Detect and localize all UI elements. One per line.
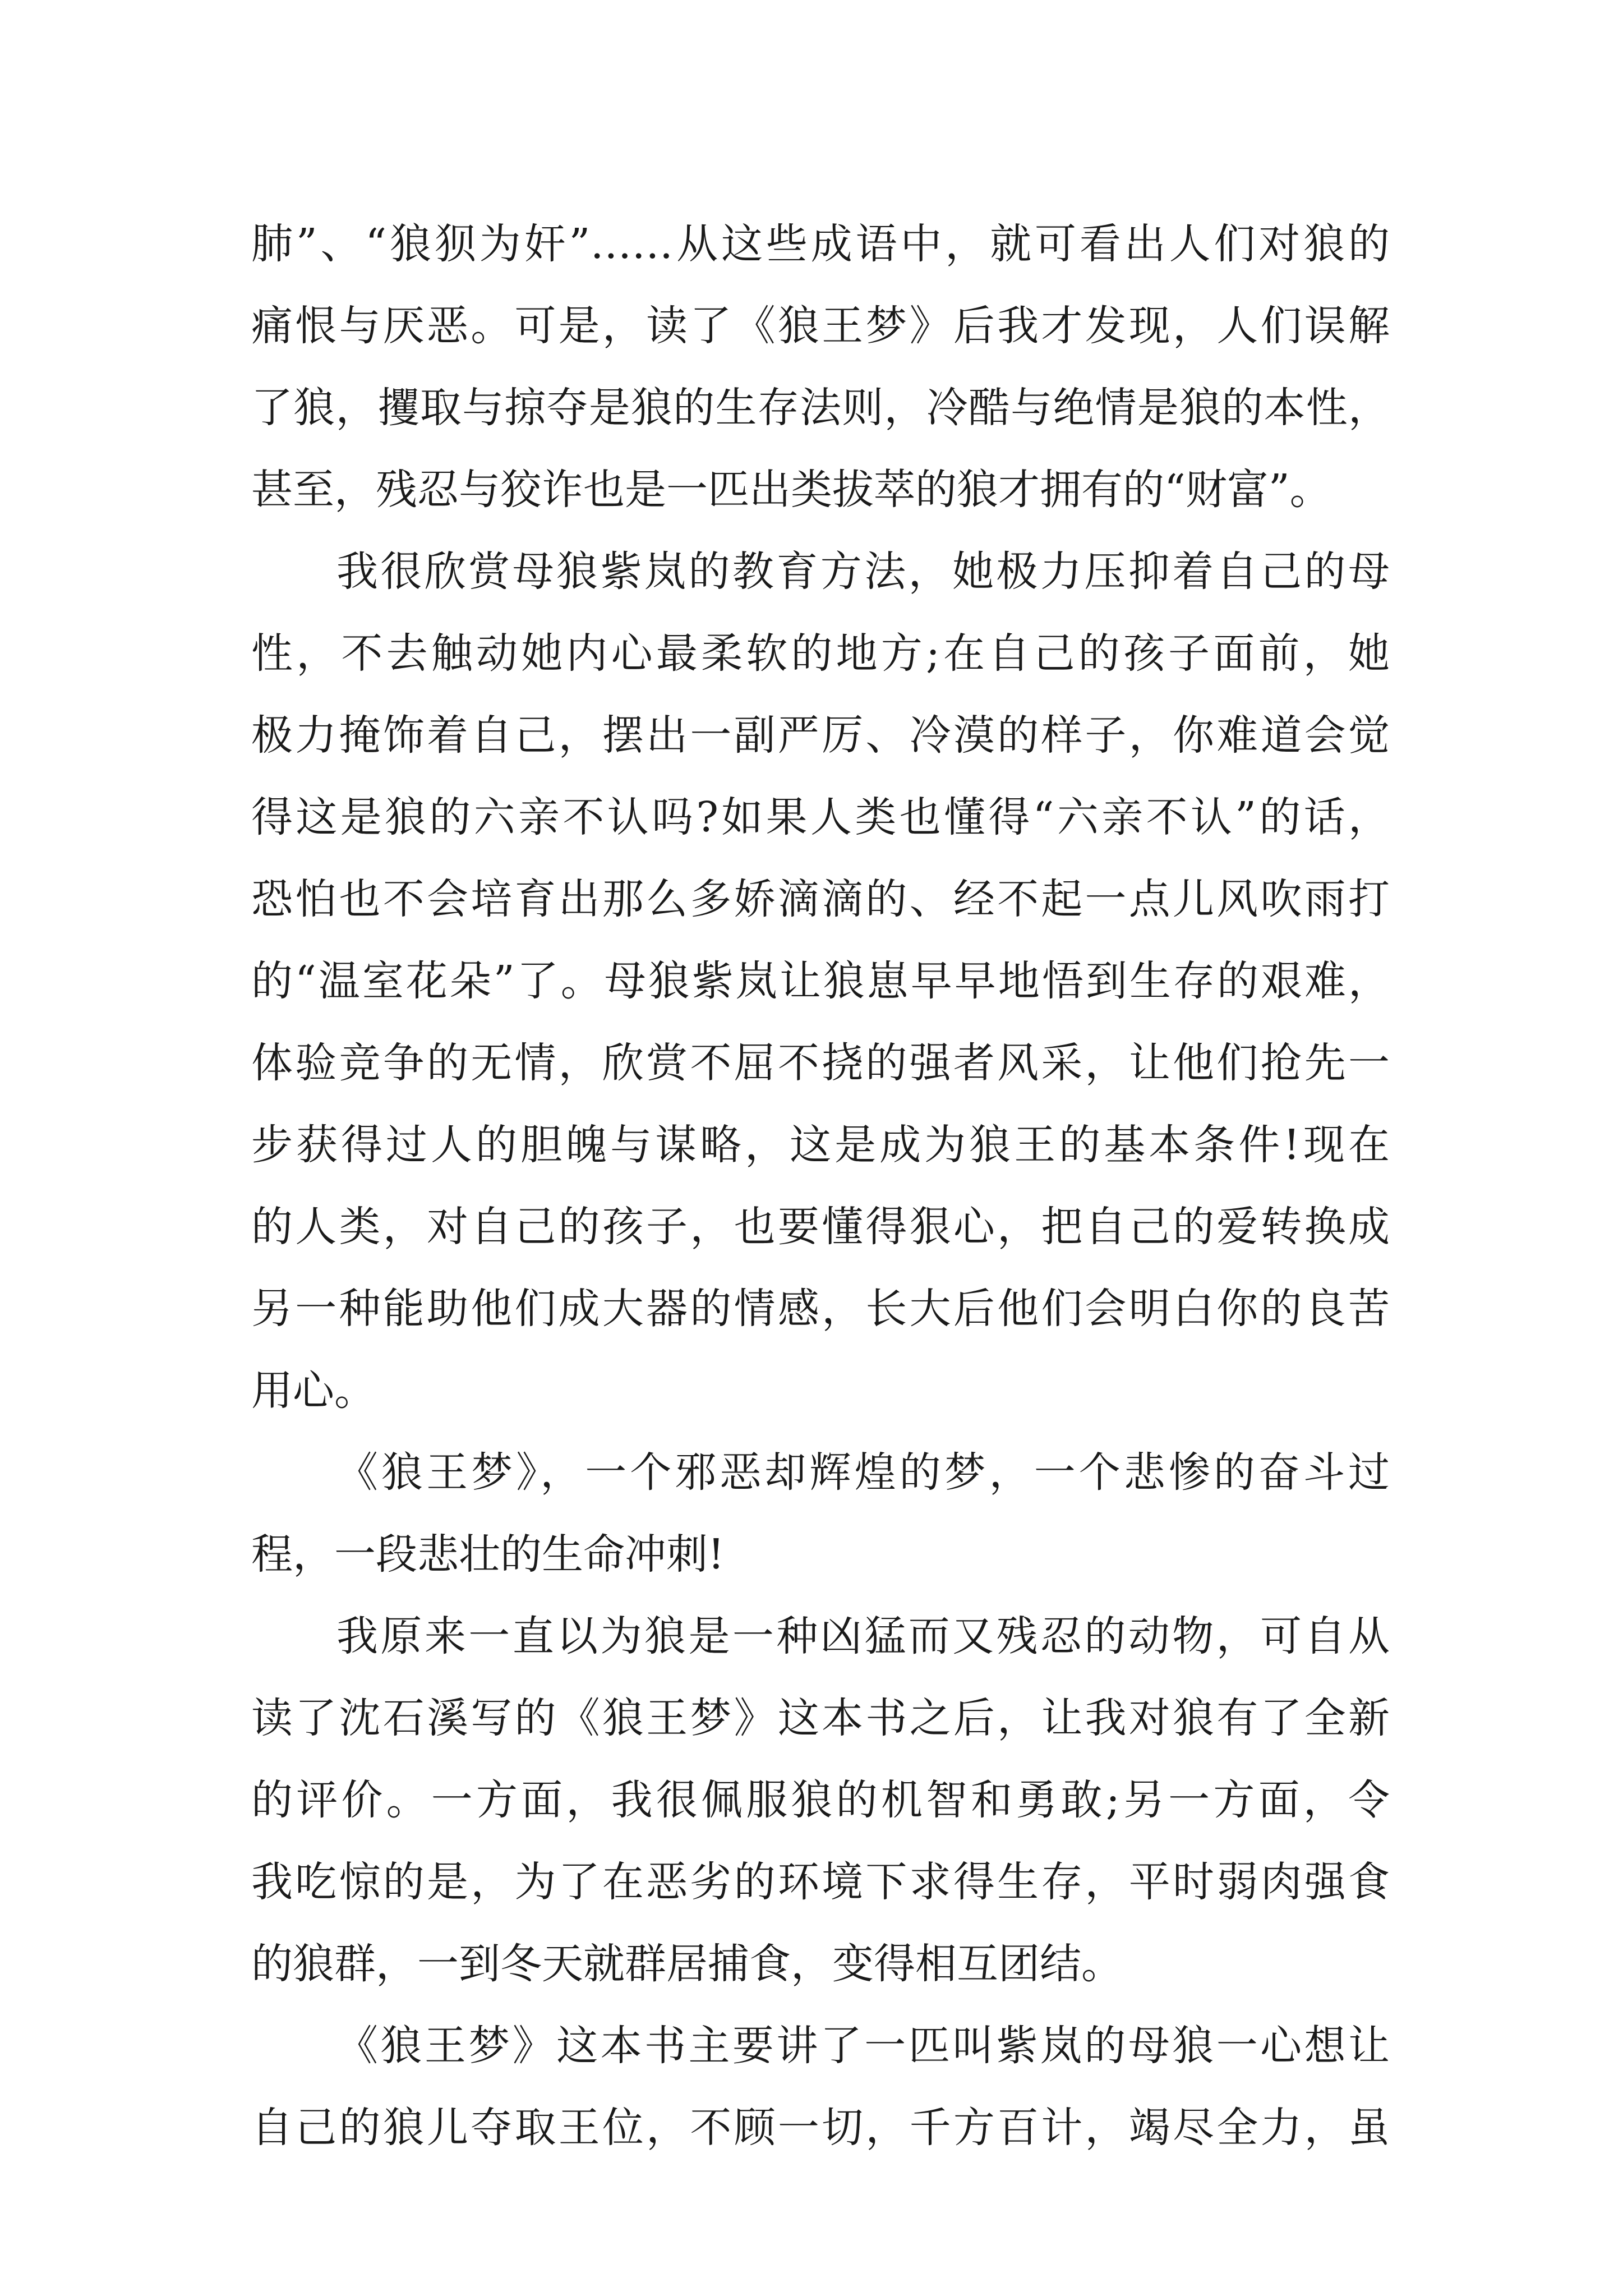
text-line: 的评价。一方面，我很佩服狼的机智和勇敢;另一方面，令: [251, 1776, 1390, 1824]
paragraph-5: [251, 2005, 1390, 2169]
text-line: 我很欣赏母狼紫岚的教育方法，她极力压抑着自己的母: [336, 547, 1390, 596]
text-line: 的“温室花朵”了。母狼紫岚让狼崽早早地悟到生存的艰难，: [251, 957, 1390, 1005]
paragraph-2: [251, 531, 1390, 1432]
text-line: 《狼王梦》这本书主要讲了一匹叫紫岚的母狼一心想让: [336, 2022, 1390, 2070]
text-line: 得这是狼的六亲不认吗?如果人类也懂得“六亲不认”的话，: [251, 793, 1390, 841]
text-line: 程，一段悲壮的生命冲刺!: [251, 1530, 725, 1579]
text-line: 了狼，攫取与掠夺是狼的生存法则，冷酷与绝情是狼的本性，: [251, 384, 1390, 432]
text-line: 《狼王梦》，一个邪恶却辉煌的梦，一个悲惨的奋斗过: [336, 1448, 1390, 1497]
text-line: 肺”、“狼狈为奸”……从这些成语中，就可看出人们对狼的: [251, 220, 1390, 268]
text-line: 用心。: [251, 1366, 376, 1415]
text-line: 步获得过人的胆魄与谋略，这是成为狼王的基本条件!现在: [251, 1121, 1390, 1169]
body-text: [251, 203, 1390, 2169]
text-line: 自己的狼儿夺取王位，不顾一切，千方百计，竭尽全力，虽: [251, 2104, 1390, 2152]
text-line: 的人类，对自己的孩子，也要懂得狠心，把自己的爱转换成: [251, 1203, 1390, 1251]
paragraph-1: [251, 203, 1390, 531]
paragraph-4: [251, 1595, 1390, 2005]
text-line: 体验竞争的无情，欣赏不屈不挠的强者风采，让他们抢先一: [251, 1039, 1390, 1087]
text-line: 的狼群，一到冬天就群居捕食，变得相互团结。: [251, 1940, 1123, 1988]
text-line: 极力掩饰着自己，摆出一副严厉、冷漠的样子，你难道会觉: [251, 711, 1390, 760]
text-line: 我原来一直以为狼是一种凶猛而又残忍的动物，可自从: [336, 1612, 1390, 1660]
text-line: 性，不去触动她内心最柔软的地方;在自己的孩子面前，她: [251, 629, 1390, 678]
text-line: 我吃惊的是，为了在恶劣的环境下求得生存，平时弱肉强食: [251, 1858, 1390, 1906]
text-line: 痛恨与厌恶。可是，读了《狼王梦》后我才发现，人们误解: [251, 302, 1390, 350]
text-line: 另一种能助他们成大器的情感，长大后他们会明白你的良苦: [251, 1285, 1390, 1333]
paragraph-3: [251, 1432, 1390, 1595]
text-line: 恐怕也不会培育出那么多娇滴滴的、经不起一点儿风吹雨打: [251, 875, 1390, 923]
text-line: 读了沈石溪写的《狼王梦》这本书之后，让我对狼有了全新: [251, 1694, 1390, 1742]
text-line: 甚至，残忍与狡诈也是一匹出类拔萃的狼才拥有的“财富”。: [251, 466, 1331, 514]
